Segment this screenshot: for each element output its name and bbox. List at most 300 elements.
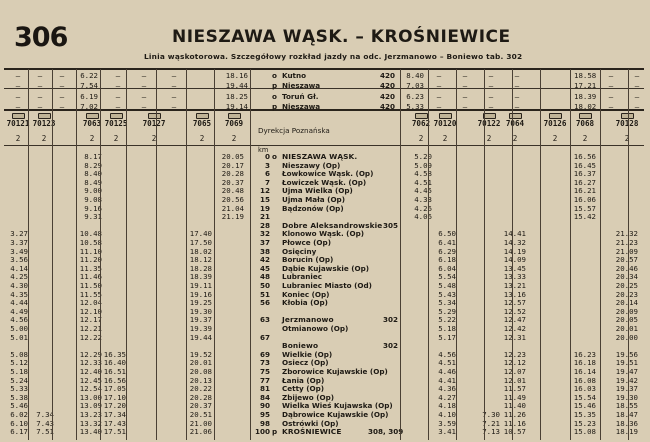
departure-time: 5.22 — [438, 315, 456, 325]
departure-time: 15.57 — [573, 203, 596, 213]
connection-time: 18.25 — [225, 92, 248, 101]
departure-time: 17.20 — [103, 401, 126, 411]
route-subtitle: Linia wąskotorowa. Szczegółowy rozkład jazdy na odc. Jerzmanowo – Boniewo tab. 302 — [144, 52, 523, 61]
departure-time: 20.37 — [189, 401, 212, 411]
km-value: 75 — [259, 367, 270, 376]
departure-time: 13.21 — [503, 281, 526, 290]
departure-time: 16.37 — [573, 169, 596, 179]
departure-time: 6.17 — [10, 427, 28, 437]
connection-time: – — [59, 81, 65, 90]
train-number: 7063 — [82, 119, 102, 128]
class-number: 2 — [512, 134, 518, 143]
railcar-icon — [86, 113, 99, 119]
departure-time: 13.16 — [503, 289, 526, 299]
connection-time: 8.40 — [406, 71, 424, 80]
connection-time: 18.58 — [574, 71, 597, 80]
connection-time: – — [514, 81, 520, 90]
departure-time: 5.43 — [438, 289, 456, 299]
connection-time: – — [59, 92, 65, 101]
station-name: Bądzonów (Op) — [282, 203, 344, 213]
connection-time: – — [141, 71, 147, 80]
connection-time: – — [115, 92, 121, 101]
column-rule — [512, 69, 513, 440]
railcar-icon — [196, 113, 209, 119]
connection-row — [0, 71, 650, 80]
departure-time: 16.21 — [573, 186, 596, 196]
departure-time: 4.36 — [438, 384, 456, 394]
departure-time: 19.16 — [189, 289, 212, 299]
connection-row — [0, 102, 650, 111]
departure-time: 19.30 — [615, 392, 638, 402]
class-number: 2 — [552, 134, 558, 143]
railcar-icon — [110, 113, 123, 119]
km-value: 77 — [259, 375, 270, 385]
train-number: 70125 — [104, 119, 128, 128]
connection-time: – — [436, 102, 442, 111]
departure-time: 19.47 — [615, 367, 638, 376]
connection-time: – — [171, 92, 177, 101]
departure-time: 16.08 — [573, 375, 596, 385]
column-rule — [250, 69, 251, 440]
departure-time: 18.12 — [189, 255, 212, 265]
departure-time: 11.49 — [503, 392, 526, 402]
connection-time: – — [171, 71, 177, 80]
departure-time: 19.56 — [615, 349, 638, 359]
column-rule — [28, 69, 29, 440]
departure-time: 5.46 — [10, 401, 28, 411]
train-number: 70126 — [543, 119, 567, 128]
departure-time: 12.12 — [503, 358, 526, 368]
departure-time: 12.47 — [503, 315, 526, 325]
departure-time: 3.37 — [10, 238, 28, 247]
departure-time: 20.00 — [615, 332, 638, 342]
class-number: 2 — [199, 134, 205, 143]
connection-time: 6.19 — [80, 92, 98, 101]
connection-time: – — [15, 81, 21, 90]
connection-time: – — [608, 92, 614, 101]
departure-time: 14.09 — [503, 255, 526, 265]
km-value: 100 — [254, 427, 270, 437]
station-name: Otmianowo (Op) — [282, 324, 349, 333]
km-value: 38 — [259, 246, 270, 256]
connection-time: 18.16 — [225, 71, 248, 80]
connection-time: – — [141, 102, 147, 111]
class-number: 2 — [41, 134, 47, 143]
column-rule — [76, 69, 77, 440]
connection-time: – — [37, 92, 43, 101]
connection-time: – — [462, 81, 468, 90]
departure-time: 17.40 — [189, 229, 212, 239]
connection-time: – — [462, 71, 468, 80]
departure-time: 7.34 — [36, 410, 54, 419]
connection-time: 6.22 — [80, 71, 98, 80]
station-name: Dobre Aleksandrowskie — [282, 220, 383, 230]
railcar-icon — [579, 113, 592, 119]
km-value: 56 — [259, 298, 270, 308]
departure-time: 15.08 — [573, 427, 596, 437]
departure-time: 3.56 — [10, 255, 28, 265]
departure-time: 5.54 — [438, 272, 456, 282]
departure-time: 18.02 — [189, 246, 212, 256]
station-name: Osiecz (Op) — [282, 358, 329, 368]
connection-time: – — [436, 81, 442, 90]
station-name: Zborowice Kujawskie (Op) — [282, 367, 388, 376]
departure-time: 4.33 — [414, 195, 432, 204]
departure-time: 19.42 — [615, 375, 638, 385]
km-value: 69 — [259, 349, 270, 359]
connection-time: – — [608, 71, 614, 80]
km-value: 6 — [264, 169, 270, 179]
station-name: Klonowo Wąsk. (Op) — [282, 229, 364, 239]
departure-time: 4.18 — [438, 401, 456, 411]
departure-time: 12.22 — [79, 332, 102, 342]
departure-time: 15.54 — [573, 392, 596, 402]
train-number: 70121 — [6, 119, 30, 128]
connection-time: 7.54 — [80, 81, 98, 90]
column-rule — [484, 69, 485, 440]
departure-time: 5.12 — [10, 358, 28, 368]
departure-time: 20.51 — [189, 410, 212, 419]
connection-time: – — [634, 102, 640, 111]
class-number: 2 — [89, 134, 95, 143]
station-name: Boniewo — [282, 341, 319, 351]
departure-time: 20.57 — [615, 255, 638, 265]
departure-time: 16.56 — [573, 152, 596, 161]
departure-time: 21.32 — [615, 229, 638, 239]
departure-time: 9.08 — [84, 195, 102, 204]
departure-time: 4.30 — [10, 281, 28, 290]
km-value: 19 — [259, 203, 270, 213]
connection-time: – — [462, 102, 468, 111]
connection-time: 6.23 — [406, 92, 424, 101]
km-value: 37 — [259, 238, 270, 247]
km-value: 7 — [264, 177, 270, 187]
column-rule — [214, 69, 215, 440]
km-value: 3 — [264, 160, 270, 170]
stop-marker: p — [272, 81, 278, 90]
departure-time: 12.54 — [79, 384, 102, 394]
station-name: Ostrówki (Op) — [282, 418, 339, 428]
departure-time: 11.20 — [79, 255, 102, 265]
connection-time: – — [634, 92, 640, 101]
departure-time: 14.19 — [503, 246, 526, 256]
departure-time: 7.51 — [36, 427, 54, 437]
station-name: Nieszawy (Op) — [282, 160, 341, 170]
departure-time: 5.24 — [10, 375, 28, 385]
departure-time: 9.31 — [84, 212, 102, 222]
stop-marker: p — [272, 102, 278, 111]
departure-time: 4.25 — [10, 272, 28, 282]
departure-time: 14.41 — [503, 229, 526, 239]
departure-time: 13.09 — [79, 401, 102, 411]
connection-time: – — [15, 71, 21, 80]
connection-time: 18.39 — [574, 92, 597, 101]
km-value: 73 — [259, 358, 270, 368]
departure-time: 3.41 — [438, 427, 456, 437]
departure-time: 12.57 — [503, 298, 526, 308]
departure-time: 6.18 — [438, 255, 456, 265]
km-value: 95 — [259, 410, 270, 419]
station-name: Lubraniec — [282, 272, 322, 282]
station-name: Borucin (Op) — [282, 255, 334, 265]
departure-time: 5.08 — [10, 349, 28, 359]
departure-time: 19.44 — [189, 332, 212, 342]
table-ref: 420 — [380, 102, 396, 111]
connection-time: – — [37, 102, 43, 111]
departure-time: 10.48 — [79, 229, 102, 239]
column-rule — [570, 69, 571, 440]
railcar-icon — [549, 113, 562, 119]
class-number: 2 — [486, 134, 492, 143]
departure-time: 19.39 — [189, 324, 212, 333]
departure-time: 18.36 — [615, 418, 638, 428]
departure-time: 12.04 — [79, 298, 102, 308]
departure-time: 16.56 — [103, 375, 126, 385]
column-rule — [540, 69, 541, 440]
km-value: 84 — [259, 392, 270, 402]
connection-time: – — [488, 102, 494, 111]
stop-marker: o — [272, 152, 277, 161]
departure-time: 20.08 — [189, 367, 212, 376]
connection-time: – — [488, 71, 494, 80]
departure-time: 20.13 — [189, 375, 212, 385]
departure-time: 21.04 — [221, 203, 244, 213]
connection-time: – — [37, 71, 43, 80]
table-ref: 305 — [382, 220, 398, 230]
departure-time: 9.16 — [84, 203, 102, 213]
departure-time: 17.43 — [103, 418, 126, 428]
departure-time: 12.31 — [503, 332, 526, 342]
departure-time: 12.21 — [79, 324, 102, 333]
table-number: 306 — [14, 22, 68, 53]
table-ref: 302 — [382, 315, 398, 325]
departure-time: 13.33 — [503, 272, 526, 282]
railcar-icon — [12, 113, 25, 119]
railcar-icon — [228, 113, 241, 119]
class-number: 2 — [151, 134, 157, 143]
departure-time: 5.33 — [10, 384, 28, 394]
departure-time: 21.00 — [189, 418, 212, 428]
km-value: 50 — [259, 281, 270, 290]
departure-time: 4.49 — [10, 306, 28, 316]
departure-time: 10.57 — [503, 427, 526, 437]
departure-time: 7.13 — [482, 427, 500, 437]
departure-time: 10.58 — [79, 238, 102, 247]
departure-time: 4.14 — [10, 263, 28, 273]
directorate: Dyrekcja Poznańska — [258, 126, 330, 135]
departure-time: 19.30 — [189, 306, 212, 316]
railcar-icon — [509, 113, 522, 119]
train-number: 7064 — [505, 119, 525, 128]
column-rule — [628, 69, 629, 440]
train-number: 7068 — [575, 119, 595, 128]
departure-time: 11.10 — [79, 246, 102, 256]
connection-time: – — [59, 102, 65, 111]
departure-time: 4.51 — [414, 177, 432, 187]
connection-time: – — [634, 81, 640, 90]
connection-time: – — [171, 81, 177, 90]
connection-time: – — [141, 92, 147, 101]
departure-time: 12.33 — [79, 358, 102, 368]
departure-time: 3.49 — [10, 246, 28, 256]
departure-time: 5.00 — [10, 324, 28, 333]
km-label: km — [258, 146, 269, 154]
departure-time: 4.45 — [414, 186, 432, 196]
departure-time: 18.28 — [189, 263, 212, 273]
connection-time: 7.02 — [80, 102, 98, 111]
departure-time: 21.23 — [615, 238, 638, 247]
departure-time: 12.45 — [79, 375, 102, 385]
connection-time: – — [15, 92, 21, 101]
departure-time: 5.29 — [438, 306, 456, 316]
departure-time: 4.35 — [10, 289, 28, 299]
departure-time: 3.59 — [438, 418, 456, 428]
departure-time: 5.18 — [10, 367, 28, 376]
station-name: Koniec (Op) — [282, 289, 330, 299]
departure-time: 16.18 — [573, 358, 596, 368]
departure-time: 6.04 — [438, 263, 456, 273]
class-number: 2 — [15, 134, 21, 143]
station-name: Jerzmanowo — [282, 315, 334, 325]
departure-time: 15.42 — [573, 212, 596, 222]
stop-marker: p — [272, 427, 278, 437]
departure-time: 12.42 — [503, 324, 526, 333]
departure-time: 11.40 — [503, 401, 526, 411]
station-name: Osięciny — [282, 246, 317, 256]
departure-time: 17.51 — [103, 427, 126, 437]
departure-time: 12.10 — [79, 306, 102, 316]
km-value: 12 — [259, 186, 270, 196]
departure-time: 6.29 — [438, 246, 456, 256]
table-ref: 302 — [382, 341, 398, 351]
departure-time: 6.41 — [438, 238, 456, 247]
departure-time: 14.32 — [503, 238, 526, 247]
station-name: Łowiczek Wąsk. (Op) — [282, 177, 367, 187]
departure-time: 12.29 — [79, 349, 102, 359]
departure-time: 5.01 — [10, 332, 28, 342]
connection-time: – — [171, 102, 177, 111]
departure-time: 17.05 — [103, 384, 126, 394]
departure-time: 5.38 — [10, 392, 28, 402]
station-name: Płowce (Op) — [282, 238, 331, 247]
departure-time: 17.10 — [103, 392, 126, 402]
stop-marker: o — [272, 71, 277, 80]
departure-time: 11.16 — [503, 418, 526, 428]
column-rule — [156, 69, 157, 440]
connection-station: Nieszawa — [282, 102, 321, 111]
departure-time: 12.52 — [503, 306, 526, 316]
departure-time: 7.21 — [482, 418, 500, 428]
connection-time: – — [436, 71, 442, 80]
connection-time: 19.44 — [225, 81, 248, 90]
train-number: 7062 — [411, 119, 431, 128]
connection-time: 17.21 — [574, 81, 597, 90]
column-rule — [428, 69, 429, 440]
column-rule — [400, 69, 401, 440]
connection-time: – — [436, 92, 442, 101]
departure-time: 12.23 — [503, 349, 526, 359]
departure-time: 19.37 — [615, 384, 638, 394]
departure-time: 4.44 — [10, 298, 28, 308]
departure-time: 20.14 — [615, 298, 638, 308]
connection-time: 18.02 — [574, 102, 597, 111]
connection-time: – — [59, 71, 65, 80]
departure-time: 18.55 — [615, 401, 638, 411]
departure-time: 15.23 — [573, 418, 596, 428]
departure-time: 18.39 — [189, 272, 212, 282]
km-value: 32 — [259, 229, 270, 239]
class-number: 2 — [113, 134, 119, 143]
departure-time: 20.48 — [221, 186, 244, 196]
departure-time: 20.23 — [615, 289, 638, 299]
departure-time: 19.52 — [189, 349, 212, 359]
departure-time: 20.17 — [221, 160, 244, 170]
station-name: Ujma Mała (Op) — [282, 195, 345, 204]
station-name: Łowkowice Wąsk. (Op) — [282, 169, 374, 179]
connection-time: – — [462, 92, 468, 101]
station-name: Łania (Op) — [282, 375, 325, 385]
departure-time: 5.17 — [438, 332, 456, 342]
connection-station: Toruń Gł. — [282, 92, 319, 101]
train-number: 7065 — [192, 119, 212, 128]
km-value: 21 — [259, 212, 270, 222]
train-number: 70128 — [615, 119, 639, 128]
departure-time: 20.34 — [615, 272, 638, 282]
column-rule — [600, 69, 601, 440]
departure-time: 6.50 — [438, 229, 456, 239]
connection-time: – — [608, 81, 614, 90]
departure-time: 18.47 — [615, 410, 638, 419]
departure-time: 20.37 — [221, 177, 244, 187]
route-title: NIESZAWA WĄSK. – KROŚNIEWICE — [172, 27, 511, 47]
connection-time: – — [608, 102, 614, 111]
departure-time: 11.26 — [503, 410, 526, 419]
connection-station: Nieszawa — [282, 81, 321, 90]
km-value: 15 — [259, 195, 270, 204]
departure-time: 8.17 — [84, 152, 102, 161]
departure-time: 11.46 — [79, 272, 102, 282]
departure-time: 11.57 — [503, 384, 526, 394]
departure-time: 4.27 — [438, 392, 456, 402]
departure-time: 20.28 — [221, 169, 244, 179]
connection-row — [0, 81, 650, 90]
column-rule — [186, 69, 187, 440]
departure-time: 20.28 — [189, 392, 212, 402]
connection-time: – — [514, 71, 520, 80]
train-number: 70122 — [477, 119, 501, 128]
departure-time: 19.11 — [189, 281, 212, 290]
departure-time: 4.51 — [438, 358, 456, 368]
connection-time: – — [115, 81, 121, 90]
departure-time: 21.09 — [615, 246, 638, 256]
departure-time: 4.56 — [438, 349, 456, 359]
departure-time: 7.43 — [36, 418, 54, 428]
km-value: 45 — [259, 263, 270, 273]
departure-time: 15.46 — [573, 401, 596, 411]
connection-time: – — [141, 81, 147, 90]
class-number: 2 — [624, 134, 630, 143]
km-value: 67 — [259, 332, 270, 342]
departure-time: 11.55 — [79, 289, 102, 299]
train-number: 70127 — [142, 119, 166, 128]
column-rule — [126, 69, 127, 440]
station-name: KROŚNIEWICE — [282, 427, 342, 437]
station-name: NIESZAWA WĄSK. — [282, 152, 358, 161]
departure-time: 18.19 — [615, 427, 638, 437]
departure-time: 16.23 — [573, 349, 596, 359]
departure-time: 12.40 — [79, 367, 102, 376]
train-number: 70120 — [433, 119, 457, 128]
